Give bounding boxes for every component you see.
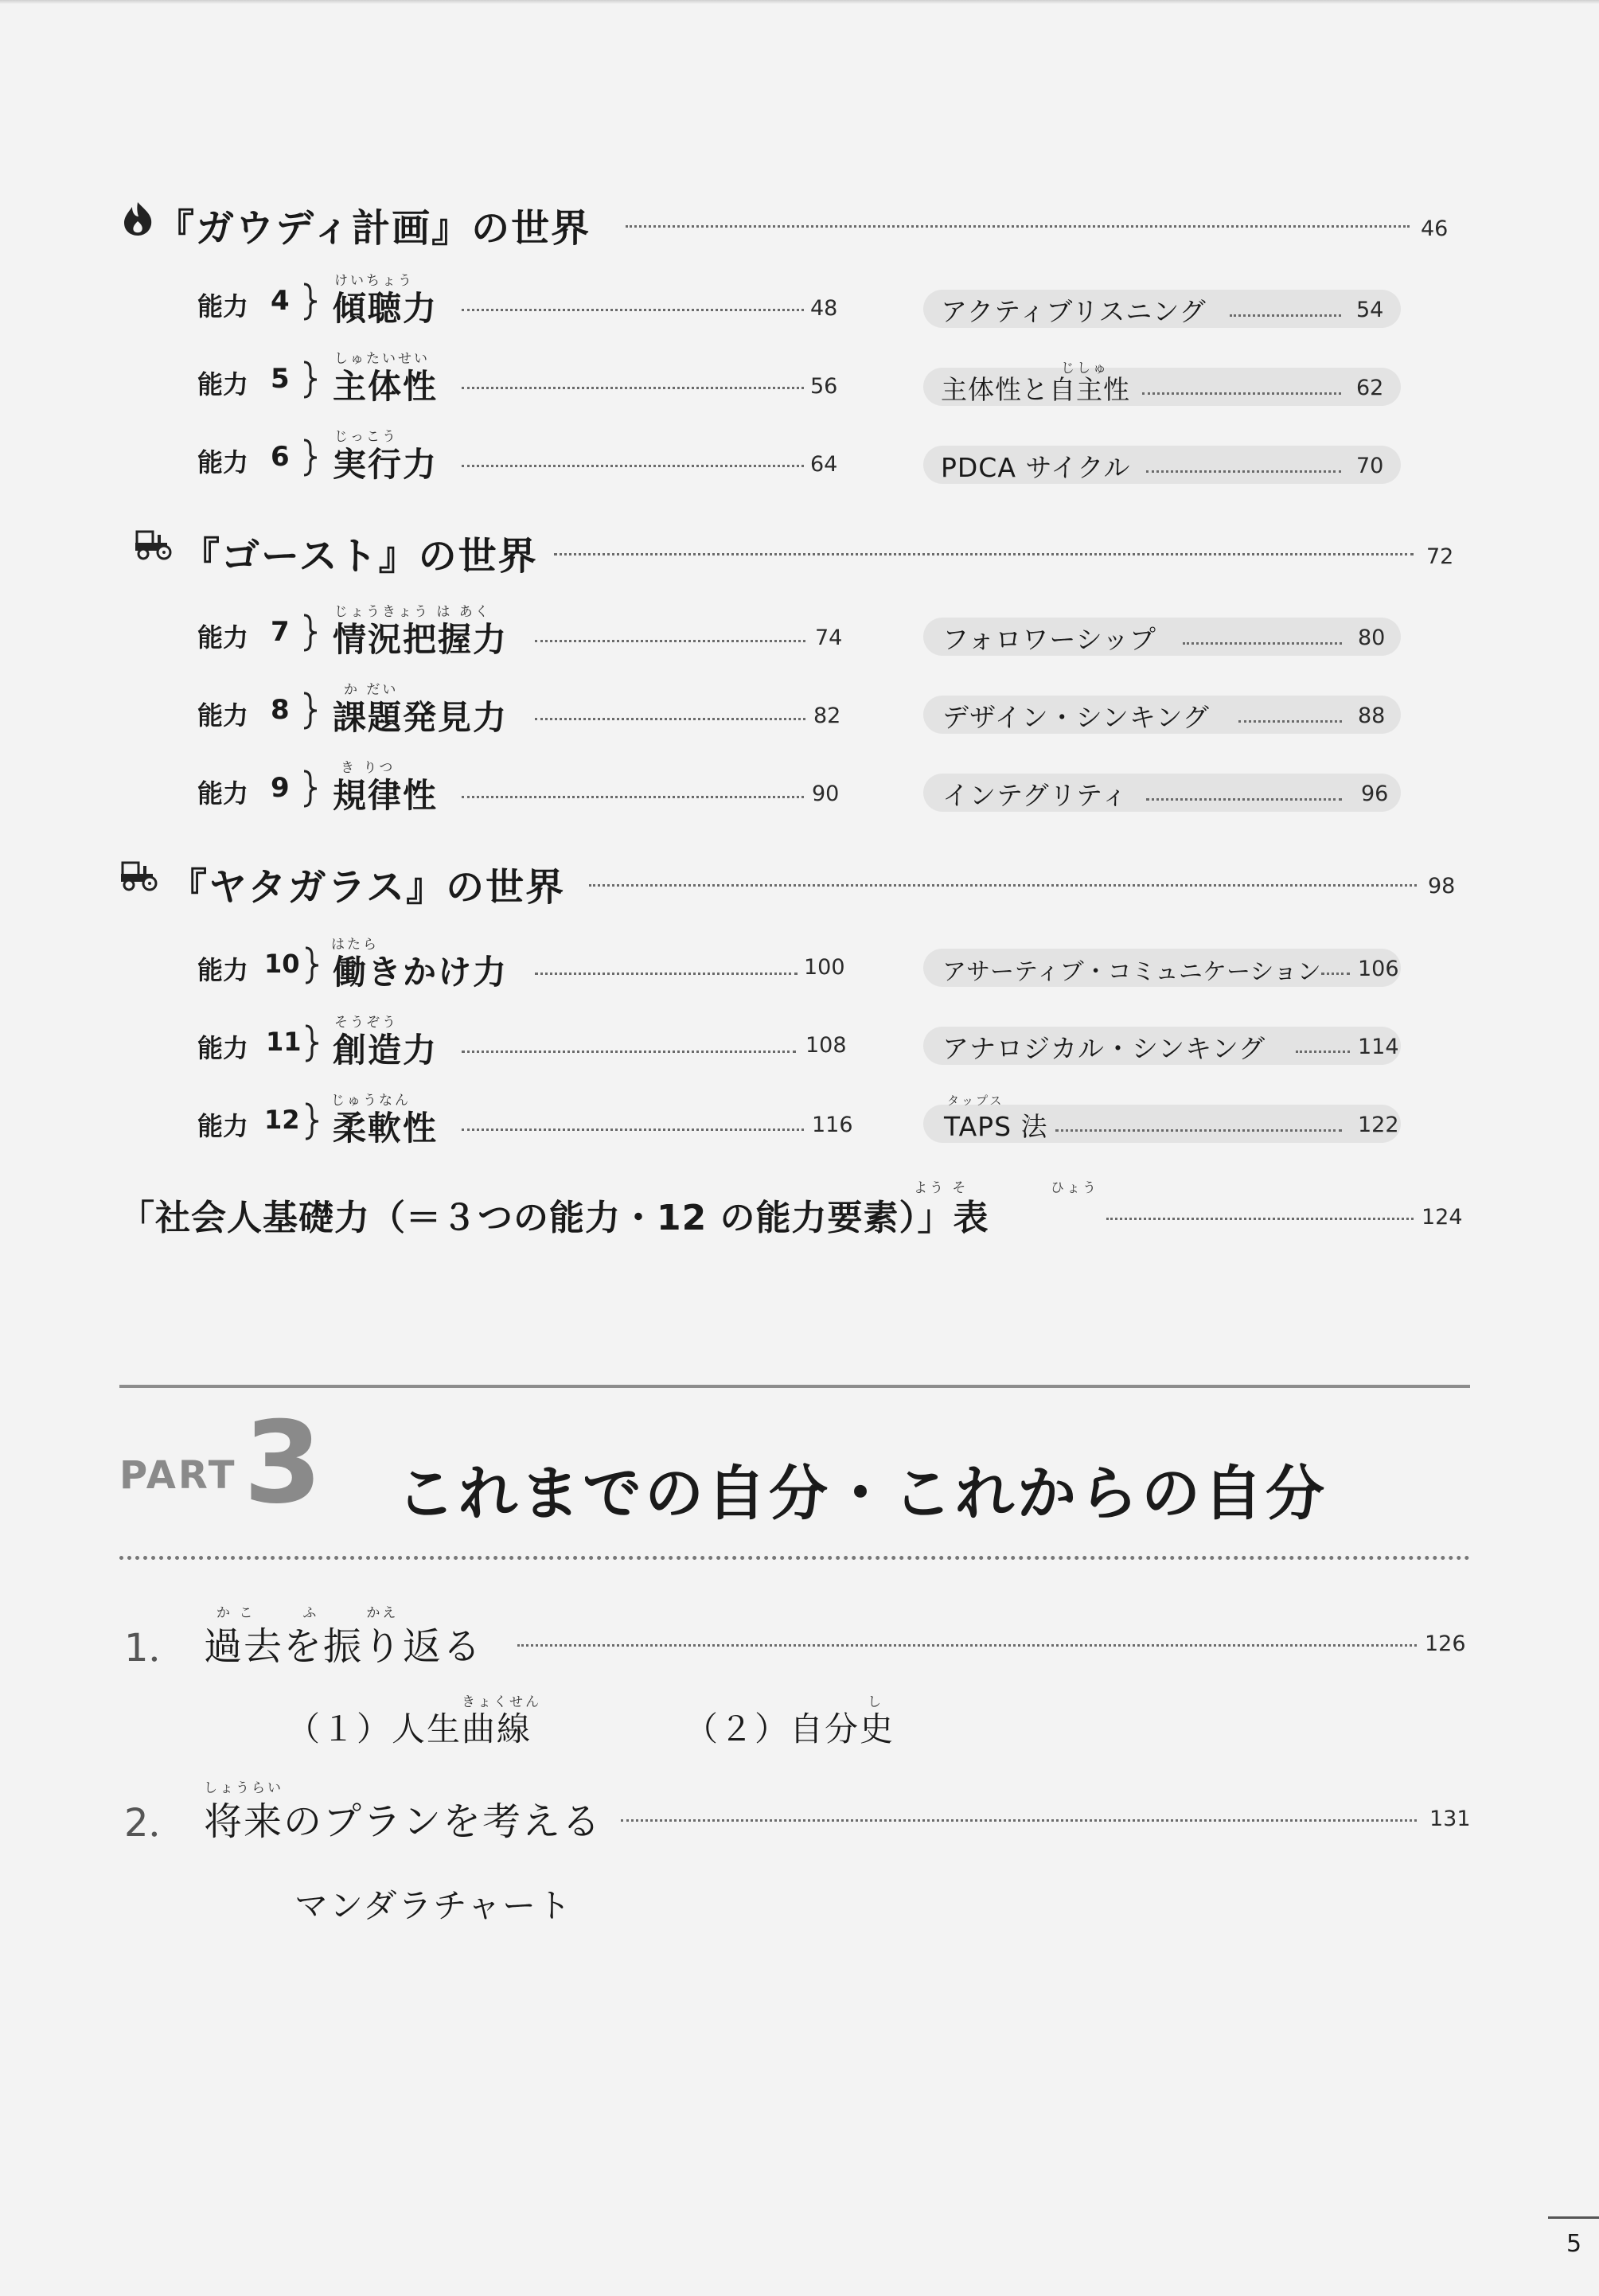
ruby-text: じしゅ <box>1061 361 1109 376</box>
leader-dots <box>462 387 804 389</box>
page-number-rule <box>1548 2216 1599 2219</box>
leader-dots <box>626 225 1410 228</box>
sub-item: マンダラチャート <box>294 1886 573 1925</box>
page-ref: 74 <box>815 626 843 650</box>
leader-dots <box>1146 470 1341 473</box>
leader-dots <box>535 718 805 720</box>
brace-icon <box>301 692 318 733</box>
topic-title: インテグリティ <box>942 780 1129 811</box>
ability-label: 能力 <box>197 1033 249 1063</box>
ruby-text: か こ ふ かえ <box>216 1605 399 1621</box>
topic-title: デザイン・シンキング <box>942 702 1210 733</box>
topic-title: フォロワーシップ <box>942 624 1157 655</box>
ability-number: 11 <box>266 1027 302 1057</box>
leader-dots <box>462 1129 804 1131</box>
part-title: これまでの自分・これからの自分 <box>396 1460 1328 1528</box>
ability-name: 主体性 <box>333 367 439 406</box>
ability-label: 能力 <box>197 447 249 478</box>
ruby-text: しょうらい <box>204 1780 283 1796</box>
leader-dots <box>1230 314 1341 317</box>
leader-dots <box>1238 720 1342 723</box>
page-ref: 114 <box>1358 1035 1399 1059</box>
ability-name: 規律性 <box>333 776 439 815</box>
ability-label: 能力 <box>197 700 249 731</box>
ruby-text: そうぞう <box>334 1015 398 1031</box>
ruby-text: か だい <box>344 682 399 698</box>
leader-dots <box>1183 642 1342 645</box>
ability-label: 能力 <box>197 369 249 400</box>
brace-icon <box>302 1102 320 1144</box>
sub-item: （２）自分史 <box>684 1709 895 1748</box>
leader-dots <box>1146 798 1342 801</box>
ability-number: 4 <box>271 285 290 317</box>
ability-number: 10 <box>264 949 300 979</box>
ability-label: 能力 <box>197 955 249 985</box>
ruby-text: じゅうなん <box>331 1093 411 1109</box>
page-ref: 72 <box>1426 544 1454 569</box>
ability-number: 6 <box>271 441 290 473</box>
ability-name: 働きかけ力 <box>333 953 509 992</box>
ruby-text: じっこう <box>334 429 398 445</box>
leader-dots <box>462 309 804 311</box>
item-number: 2． <box>124 1801 187 1846</box>
item-title: 将来のプランを考える <box>204 1799 603 1844</box>
ability-name: 創造力 <box>333 1031 439 1070</box>
page-ref: 62 <box>1356 376 1384 400</box>
ability-number: 8 <box>271 694 290 726</box>
ability-label: 能力 <box>197 622 249 653</box>
page-ref: 126 <box>1425 1631 1466 1656</box>
leader-dots <box>517 1644 1417 1647</box>
page-ref: 82 <box>813 704 841 728</box>
brace-icon <box>301 770 318 811</box>
ability-number: 12 <box>264 1105 300 1135</box>
tractor-icon <box>119 860 162 895</box>
brace-icon <box>302 946 320 988</box>
item-title: 過去を振り返る <box>204 1624 483 1669</box>
page-ref: 124 <box>1422 1205 1463 1230</box>
tractor-icon <box>134 528 177 563</box>
world-title: 『ヤタガラス』の世界 <box>169 865 566 910</box>
page-ref: 96 <box>1361 782 1389 806</box>
leader-dots <box>554 553 1414 555</box>
leader-dots <box>1106 1218 1414 1220</box>
page-ref: 88 <box>1358 704 1386 728</box>
page-ref: 64 <box>810 452 838 477</box>
ruby-text: じょうきょう は あく <box>334 604 491 620</box>
page-ref: 80 <box>1358 626 1386 650</box>
page-ref: 70 <box>1356 454 1384 478</box>
ability-name: 柔軟性 <box>333 1109 439 1148</box>
ruby-text: はたら <box>331 937 379 953</box>
brace-icon <box>301 361 318 402</box>
brace-icon <box>301 283 318 324</box>
flame-icon <box>121 201 154 240</box>
topic-title: 主体性と自主性 <box>941 374 1130 405</box>
leader-dots <box>1321 973 1350 975</box>
part-label: PART <box>119 1453 237 1498</box>
page-ref: 122 <box>1358 1113 1399 1137</box>
page-ref: 56 <box>810 374 838 399</box>
leader-dots <box>621 1819 1417 1822</box>
page-ref: 54 <box>1356 298 1384 322</box>
page-number: 5 <box>1566 2230 1582 2258</box>
sub-item: （１）人生曲線 <box>287 1709 532 1748</box>
leader-dots <box>462 796 804 798</box>
page-ref: 46 <box>1421 216 1449 241</box>
leader-dots <box>462 1051 796 1053</box>
page-ref: 106 <box>1358 957 1399 981</box>
world-title: 『ガウディ計画』の世界 <box>156 206 591 251</box>
leader-dots <box>535 640 805 642</box>
topic-title: TAPS 法 <box>944 1111 1048 1142</box>
ruby-text: よう そ <box>914 1180 969 1196</box>
ruby-text: タップス <box>947 1093 1004 1108</box>
topic-title: アクティブリスニング <box>941 296 1207 327</box>
leader-dots <box>1055 1129 1342 1132</box>
ruby-text: しゅたいせい <box>334 351 430 367</box>
ability-number: 5 <box>271 363 290 395</box>
brace-icon <box>302 1024 320 1066</box>
world-title: 『ゴースト』の世界 <box>181 534 538 579</box>
brace-icon <box>301 614 318 655</box>
ability-name: 情況把握力 <box>333 620 509 659</box>
leader-dots <box>589 884 1417 887</box>
page-ref: 116 <box>812 1113 853 1137</box>
page-ref: 98 <box>1428 874 1456 899</box>
ruby-text: きょくせん <box>462 1694 541 1710</box>
topic-title: PDCA サイクル <box>941 452 1131 483</box>
summary-title: 「社会人基礎力（＝３つの能力・12 の能力要素）」表 <box>119 1198 989 1238</box>
dotted-divider <box>119 1556 1470 1560</box>
brace-icon <box>301 439 318 480</box>
page-ref: 90 <box>812 782 840 806</box>
topic-title: アナロジカル・シンキング <box>942 1033 1266 1064</box>
page-ref: 131 <box>1429 1807 1471 1831</box>
item-number: 1． <box>124 1626 187 1670</box>
section-divider <box>119 1385 1470 1388</box>
ability-label: 能力 <box>197 778 249 809</box>
leader-dots <box>462 465 804 467</box>
ability-label: 能力 <box>197 291 249 322</box>
page-ref: 108 <box>805 1033 847 1058</box>
ability-name: 実行力 <box>333 445 439 484</box>
leader-dots <box>1296 1051 1350 1053</box>
ability-name: 課題発見力 <box>333 698 509 737</box>
top-edge <box>0 0 1599 4</box>
ability-label: 能力 <box>197 1111 249 1141</box>
ruby-text: けいちょう <box>334 273 414 289</box>
leader-dots <box>535 973 798 975</box>
ability-number: 9 <box>271 772 290 804</box>
leader-dots <box>1142 392 1341 395</box>
ruby-text: き りつ <box>341 760 396 776</box>
ruby-text: し <box>868 1694 883 1710</box>
ruby-text: ひょう <box>1051 1180 1098 1196</box>
part-number: 3 <box>244 1397 322 1529</box>
topic-title: アサーティブ・コミュニケーション <box>942 958 1321 986</box>
ability-name: 傾聴力 <box>333 289 439 328</box>
page-ref: 100 <box>804 955 845 980</box>
ability-number: 7 <box>271 616 290 648</box>
page-ref: 48 <box>810 296 838 321</box>
